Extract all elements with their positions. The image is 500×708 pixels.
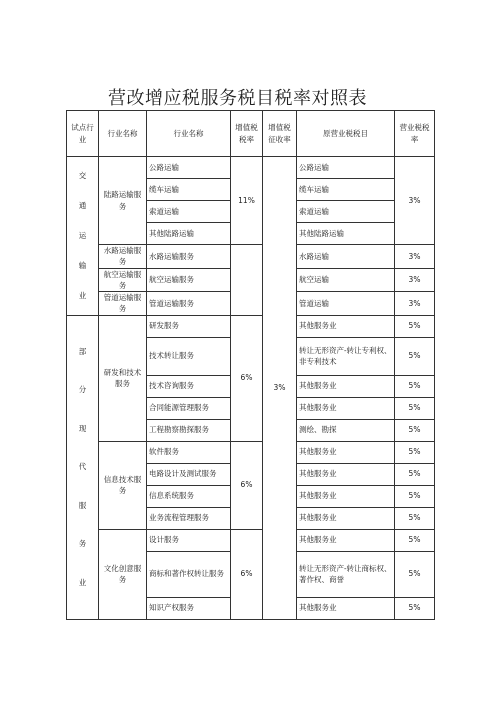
sub-industry-cell: 技术转让服务 bbox=[147, 337, 231, 375]
table-header-row bbox=[67, 111, 435, 157]
industry-air-transport: 航空运输服务 bbox=[99, 268, 147, 292]
original-item-cell: 其他服务业 bbox=[297, 507, 395, 529]
sub-industry-cell: 设计服务 bbox=[147, 529, 231, 551]
header-industry-name: 行业名称 bbox=[99, 111, 147, 157]
table-row bbox=[67, 157, 435, 179]
header-business-tax-rate: 营业税税率 bbox=[395, 111, 435, 157]
business-tax-rate-cell: 5% bbox=[395, 551, 435, 597]
industry-rnd-tech: 研发和技术服务 bbox=[99, 315, 147, 441]
business-tax-rate-land: 3% bbox=[395, 157, 435, 245]
original-item-cell: 其他服务业 bbox=[297, 441, 395, 463]
original-item-cell: 其他服务业 bbox=[297, 597, 395, 619]
vat-rate-it: 6% bbox=[231, 441, 263, 529]
original-item-cell: 其他服务业 bbox=[297, 485, 395, 507]
sub-industry-cell: 信息系统服务 bbox=[147, 485, 231, 507]
business-tax-rate-cell: 5% bbox=[395, 441, 435, 463]
original-item-cell: 其他服务业 bbox=[297, 463, 395, 485]
industry-creative-service: 文化创意服务 bbox=[99, 529, 147, 619]
page-title: 营改增应税服务税目税率对照表 bbox=[108, 88, 367, 109]
vat-rate-creative: 6% bbox=[231, 529, 263, 619]
sub-industry-cell: 知识产权服务 bbox=[147, 597, 231, 619]
sub-industry-cell: 技术咨询服务 bbox=[147, 375, 231, 397]
business-tax-rate-cell: 3% bbox=[395, 268, 435, 292]
original-item-cell: 转让无形资产-转让专利权、非专利技术 bbox=[297, 337, 395, 375]
original-item-cell: 管道运输 bbox=[297, 292, 395, 316]
business-tax-rate-cell: 5% bbox=[395, 419, 435, 441]
sub-industry-cell: 管道运输服务 bbox=[147, 292, 231, 316]
table-row bbox=[67, 441, 435, 463]
header-original-item: 原营业税税目 bbox=[297, 111, 395, 157]
sub-industry-cell: 合同能源管理服务 bbox=[147, 397, 231, 419]
original-item-cell: 索道运输 bbox=[297, 201, 395, 223]
original-item-cell: 其他服务业 bbox=[297, 375, 395, 397]
business-tax-rate-cell: 5% bbox=[395, 337, 435, 375]
pilot-group-modern-service: 部 分 现 代 服 务 业 bbox=[67, 315, 99, 619]
sub-industry-cell: 水路运输服务 bbox=[147, 245, 231, 269]
original-item-cell: 其他服务业 bbox=[297, 529, 395, 551]
sub-industry-cell: 研发服务 bbox=[147, 315, 231, 337]
header-sub-industry-name: 行业名称 bbox=[147, 111, 231, 157]
sub-industry-cell: 索道运输 bbox=[147, 201, 231, 223]
table-row bbox=[67, 529, 435, 551]
sub-industry-cell: 航空运输服务 bbox=[147, 268, 231, 292]
business-tax-rate-cell: 5% bbox=[395, 529, 435, 551]
business-tax-rate-cell: 5% bbox=[395, 397, 435, 419]
sub-industry-cell: 其他陆路运输 bbox=[147, 223, 231, 245]
sub-industry-cell: 缆车运输 bbox=[147, 179, 231, 201]
pilot-group-transport: 交 通 运 输 业 bbox=[67, 157, 99, 316]
sub-industry-cell: 工程勘察勘探服务 bbox=[147, 419, 231, 441]
business-tax-rate-cell: 3% bbox=[395, 292, 435, 316]
original-item-cell: 转让无形资产-转让商标权、著作权、商誉 bbox=[297, 551, 395, 597]
industry-land-transport: 陆路运输服务 bbox=[99, 157, 147, 245]
sub-industry-cell: 软件服务 bbox=[147, 441, 231, 463]
sub-industry-cell: 商标和著作权转让服务 bbox=[147, 551, 231, 597]
original-item-cell: 航空运输 bbox=[297, 268, 395, 292]
original-item-cell: 水路运输 bbox=[297, 245, 395, 269]
original-item-cell: 其他陆路运输 bbox=[297, 223, 395, 245]
sub-industry-cell: 电路设计及测试服务 bbox=[147, 463, 231, 485]
vat-rate-transport: 11% bbox=[231, 157, 263, 245]
business-tax-rate-cell: 5% bbox=[395, 485, 435, 507]
header-vat-collection-rate: 增值税征收率 bbox=[263, 111, 297, 157]
original-item-cell: 缆车运输 bbox=[297, 179, 395, 201]
sub-industry-cell: 公路运输 bbox=[147, 157, 231, 179]
vat-rate-other-transport bbox=[231, 245, 263, 316]
table-row bbox=[67, 315, 435, 337]
vat-rate-rnd: 6% bbox=[231, 315, 263, 441]
business-tax-rate-cell: 5% bbox=[395, 597, 435, 619]
business-tax-rate-cell: 3% bbox=[395, 245, 435, 269]
header-vat-rate: 增值税税率 bbox=[231, 111, 263, 157]
business-tax-rate-cell: 5% bbox=[395, 315, 435, 337]
header-pilot-industry: 试点行业 bbox=[67, 111, 99, 157]
original-item-cell: 其他服务业 bbox=[297, 315, 395, 337]
industry-it-service: 信息技术服务 bbox=[99, 441, 147, 529]
vat-collection-rate: 3% bbox=[263, 157, 297, 620]
original-item-cell: 公路运输 bbox=[297, 157, 395, 179]
table-row bbox=[67, 245, 435, 269]
business-tax-rate-cell: 5% bbox=[395, 463, 435, 485]
industry-water-transport: 水路运输服务 bbox=[99, 245, 147, 269]
original-item-cell: 其他服务业 bbox=[297, 397, 395, 419]
sub-industry-cell: 业务流程管理服务 bbox=[147, 507, 231, 529]
business-tax-rate-cell: 5% bbox=[395, 375, 435, 397]
original-item-cell: 测绘、勘探 bbox=[297, 419, 395, 441]
industry-pipeline-transport: 管道运输服务 bbox=[99, 292, 147, 316]
tax-rate-table bbox=[66, 110, 435, 620]
business-tax-rate-cell: 5% bbox=[395, 507, 435, 529]
